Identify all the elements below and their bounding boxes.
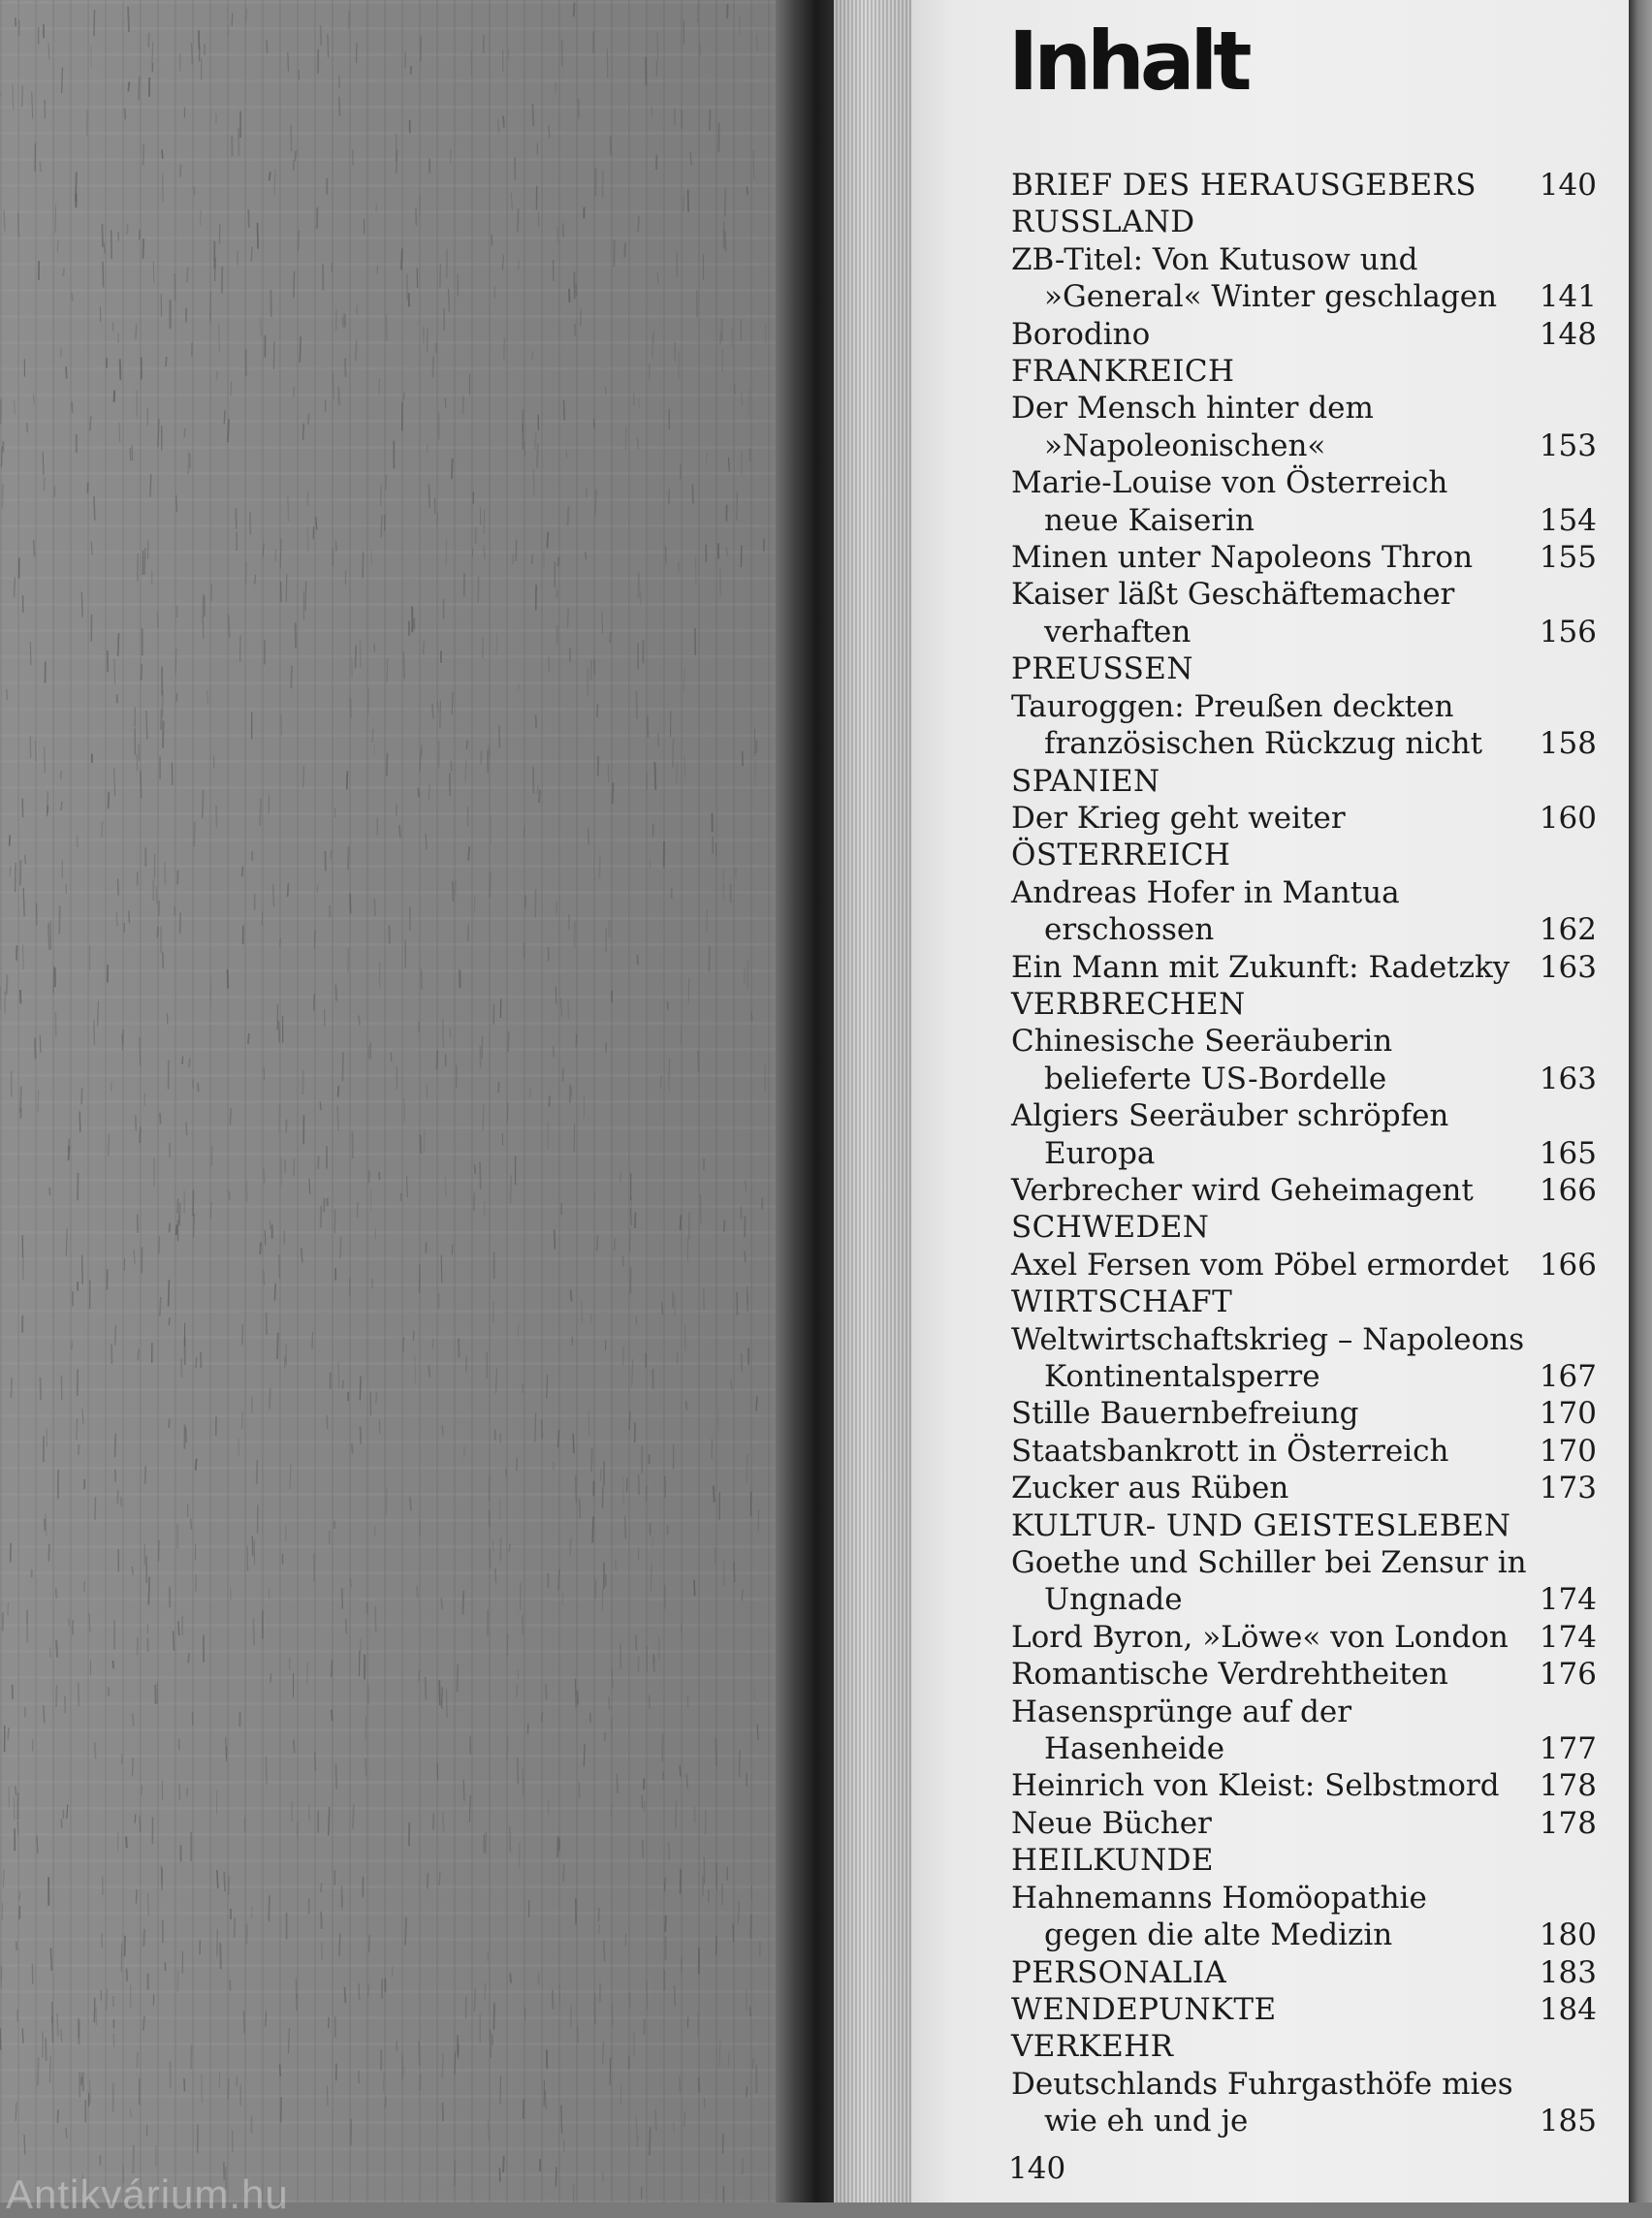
toc-entry bbox=[1011, 316, 1597, 353]
toc-title: VERBRECHEN bbox=[1011, 986, 1537, 1023]
toc-title: Lord Byron, »Löwe« von London bbox=[1011, 1619, 1537, 1656]
toc-page-number: 162 bbox=[1537, 911, 1597, 948]
toc-title: WENDEPUNKTE bbox=[1011, 1991, 1537, 2028]
toc-page-number: 167 bbox=[1537, 1358, 1597, 1395]
page-number: 140 bbox=[1008, 2151, 1065, 2186]
toc-section-heading bbox=[1011, 763, 1597, 800]
toc-title: ZB-Titel: Von Kutusow und »General« Winter geschlagen bbox=[1011, 241, 1537, 316]
toc-title: Weltwirtschaftskrieg – Napoleons Kontinentalsperre bbox=[1011, 1321, 1537, 1396]
toc-title: Deutschlands Fuhrgasthöfe mies wie eh und je bbox=[1011, 2066, 1537, 2140]
toc-title: PREUSSEN bbox=[1011, 650, 1537, 687]
toc-page-number: 174 bbox=[1537, 1581, 1597, 1618]
toc-title: Hahnemanns Homöopathie gegen die alte Medizin bbox=[1011, 1880, 1537, 1954]
toc-entry bbox=[1011, 1247, 1597, 1283]
toc-entry bbox=[1011, 1544, 1597, 1619]
toc-entry bbox=[1011, 2066, 1597, 2140]
toc-title: PERSONALIA bbox=[1011, 1954, 1537, 1991]
toc-title: Hasensprünge auf der Hasenheide bbox=[1011, 1694, 1537, 1768]
toc-title: KULTUR- UND GEISTESLEBEN bbox=[1011, 1507, 1537, 1544]
toc-page-number: 185 bbox=[1537, 2103, 1597, 2139]
toc-section-heading bbox=[1011, 2028, 1597, 2065]
table-of-contents bbox=[1011, 167, 1597, 2140]
toc-title: Der Krieg geht weiter bbox=[1011, 800, 1537, 837]
toc-page-number: 160 bbox=[1537, 800, 1597, 837]
toc-page-number: 158 bbox=[1537, 725, 1597, 762]
toc-entry bbox=[1011, 1656, 1597, 1693]
toc-entry bbox=[1011, 874, 1597, 949]
toc-entry bbox=[1011, 1880, 1597, 1954]
toc-title: Andreas Hofer in Mantua erschossen bbox=[1011, 874, 1537, 949]
toc-page-number: 155 bbox=[1537, 539, 1597, 576]
toc-entry bbox=[1011, 1767, 1597, 1804]
toc-page-number: 163 bbox=[1537, 949, 1597, 986]
book-spine bbox=[776, 0, 834, 2202]
toc-title: Minen unter Napoleons Thron bbox=[1011, 539, 1537, 576]
toc-page-number: 165 bbox=[1537, 1135, 1597, 1172]
toc-entry bbox=[1011, 1694, 1597, 1768]
toc-entry bbox=[1011, 1805, 1597, 1842]
toc-page-number: 154 bbox=[1537, 502, 1597, 539]
toc-page-number: 180 bbox=[1537, 1917, 1597, 1953]
toc-section-heading bbox=[1011, 986, 1597, 1023]
toc-entry bbox=[1011, 1097, 1597, 1172]
facing-board bbox=[0, 0, 776, 2202]
toc-title: Verbrecher wird Geheimagent bbox=[1011, 1172, 1537, 1209]
toc-title: RUSSLAND bbox=[1011, 204, 1537, 240]
toc-entry bbox=[1011, 1470, 1597, 1506]
page-edges bbox=[834, 0, 911, 2202]
toc-page-number: 178 bbox=[1537, 1767, 1597, 1804]
toc-title: Ein Mann mit Zukunft: Radetzky bbox=[1011, 949, 1537, 986]
toc-entry bbox=[1011, 464, 1597, 539]
toc-title: Neue Bücher bbox=[1011, 1805, 1537, 1842]
toc-title: SPANIEN bbox=[1011, 763, 1537, 800]
toc-page-number: 166 bbox=[1537, 1247, 1597, 1283]
toc-title: Chinesische Seeräuberin belieferte US-Bordelle bbox=[1011, 1023, 1537, 1097]
toc-entry bbox=[1011, 241, 1597, 316]
toc-section-heading bbox=[1011, 1209, 1597, 1246]
toc-title: Algiers Seeräuber schröpfen Europa bbox=[1011, 1097, 1537, 1172]
toc-title: Kaiser läßt Geschäftemacher verhaften bbox=[1011, 576, 1537, 650]
toc-page-number: 178 bbox=[1537, 1805, 1597, 1842]
toc-title: HEILKUNDE bbox=[1011, 1842, 1537, 1879]
toc-entry bbox=[1011, 949, 1597, 986]
toc-page-number: 156 bbox=[1537, 614, 1597, 650]
toc-page-number: 166 bbox=[1537, 1172, 1597, 1209]
toc-entry bbox=[1011, 800, 1597, 837]
watermark: Antikvárium.hu bbox=[6, 2171, 289, 2218]
toc-entry bbox=[1011, 688, 1597, 763]
toc-page-number: 176 bbox=[1537, 1656, 1597, 1693]
toc-title: Staatsbankrott in Österreich bbox=[1011, 1433, 1537, 1470]
toc-title: Der Mensch hinter dem »Napoleonischen« bbox=[1011, 390, 1537, 464]
toc-page-number: 174 bbox=[1537, 1619, 1597, 1656]
toc-title: VERKEHR bbox=[1011, 2028, 1537, 2065]
page-right-edge bbox=[1629, 0, 1652, 2202]
toc-section-heading bbox=[1011, 353, 1597, 390]
toc-entry bbox=[1011, 1023, 1597, 1097]
wood-grain-texture bbox=[0, 0, 776, 2202]
toc-entry bbox=[1011, 576, 1597, 650]
toc-title: Tauroggen: Preußen deckten französischen Rückzug nicht bbox=[1011, 688, 1537, 763]
toc-title: FRANKREICH bbox=[1011, 353, 1537, 390]
toc-page-number: 173 bbox=[1537, 1470, 1597, 1506]
toc-page-number: 148 bbox=[1537, 316, 1597, 353]
toc-title: Romantische Verdrehtheiten bbox=[1011, 1656, 1537, 1693]
toc-section-heading bbox=[1011, 1507, 1597, 1544]
toc-title: Heinrich von Kleist: Selbstmord bbox=[1011, 1767, 1537, 1804]
toc-page-number: 141 bbox=[1537, 278, 1597, 315]
toc-section-heading bbox=[1011, 837, 1597, 873]
toc-page-number: 153 bbox=[1537, 428, 1597, 464]
toc-entry bbox=[1011, 1172, 1597, 1209]
toc-title: Goethe und Schiller bei Zensur in Ungnade bbox=[1011, 1544, 1537, 1619]
toc-page-number: 170 bbox=[1537, 1433, 1597, 1470]
toc-title: ÖSTERREICH bbox=[1011, 837, 1537, 873]
toc-section-heading bbox=[1011, 650, 1597, 687]
toc-section-heading bbox=[1011, 167, 1597, 204]
toc-section-heading bbox=[1011, 204, 1597, 240]
toc-title: Stille Bauernbefreiung bbox=[1011, 1395, 1537, 1432]
toc-title: Borodino bbox=[1011, 316, 1537, 353]
toc-page-number: 140 bbox=[1537, 167, 1597, 204]
toc-page-number: 184 bbox=[1537, 1991, 1597, 2028]
toc-page-number: 170 bbox=[1537, 1395, 1597, 1432]
toc-entry bbox=[1011, 390, 1597, 464]
toc-title: SCHWEDEN bbox=[1011, 1209, 1537, 1246]
toc-entry bbox=[1011, 1321, 1597, 1396]
toc-section-heading bbox=[1011, 1842, 1597, 1879]
toc-entry bbox=[1011, 1619, 1597, 1656]
toc-entry bbox=[1011, 1395, 1597, 1432]
toc-page-number: 183 bbox=[1537, 1954, 1597, 1991]
page-title: Inhalt bbox=[1008, 14, 1248, 109]
toc-entry bbox=[1011, 539, 1597, 576]
toc-page-number: 163 bbox=[1537, 1061, 1597, 1097]
toc-section-heading bbox=[1011, 1991, 1597, 2028]
toc-title: Zucker aus Rüben bbox=[1011, 1470, 1537, 1506]
toc-title: Marie-Louise von Österreich neue Kaiserin bbox=[1011, 464, 1537, 539]
toc-entry bbox=[1011, 1433, 1597, 1470]
toc-title: Axel Fersen vom Pöbel ermordet bbox=[1011, 1247, 1537, 1283]
toc-page-number: 177 bbox=[1537, 1730, 1597, 1767]
toc-title: WIRTSCHAFT bbox=[1011, 1283, 1537, 1320]
toc-title: BRIEF DES HERAUSGEBERS bbox=[1011, 167, 1537, 204]
toc-section-heading bbox=[1011, 1283, 1597, 1320]
toc-section-heading bbox=[1011, 1954, 1597, 1991]
